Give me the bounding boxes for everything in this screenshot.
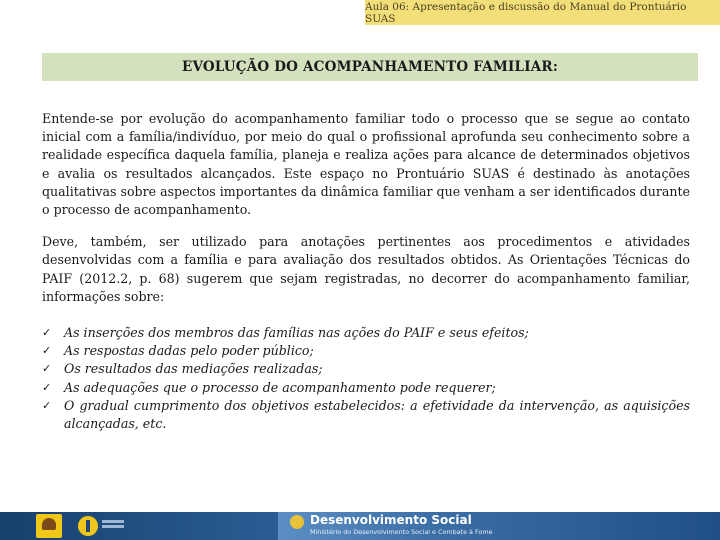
logo-caption-lines <box>102 520 124 523</box>
brand-title: Desenvolvimento Social <box>310 513 472 527</box>
checklist-item <box>42 360 690 378</box>
main-content <box>42 110 690 433</box>
checklist-item-text: As adequações que o processo de acompanhamento pode requerer; <box>64 379 496 395</box>
paragraph-definition: Entende-se por evolução do acompanhamento familiar todo o processo que se segue ao contato inicial com a família/indivíduo, por meio do qual o profissional aprofunda seu conhecimento sobre a realidade específica daquela família, planeja e realiza ações para alcance de determinados objetivos e avalia os resultados alcançados. Este espaço no Prontuário SUAS é destinado às anotações qualitativas sobre aspectos importantes da dinâmica familiar que venham a ser identificados durante o processo de acompanhamento. <box>42 111 691 218</box>
ministry-emblem-icon <box>290 515 304 529</box>
brand-subtitle: Ministério do Desenvolvimento Social e Combate à Fome <box>310 528 493 536</box>
paragraph-usage: Deve, também, ser utilizado para anotações pertinentes aos procedimentos e atividades desenvolvidas com a família e para avaliação dos resultados obtidos. As Orientações Técnicas do PAIF (2012.2, p. 68) sugerem que sejam registradas, no decorrer do acompanhamento familiar, informações sobre: <box>42 234 690 304</box>
checklist-item <box>42 342 690 360</box>
checklist-item-text: O gradual cumprimento dos objetivos estabelecidos: a efetividade da intervenção, as aquisições alcançadas, etc. <box>64 397 690 432</box>
checklist-item-text: As inserções dos membros das famílias nas ações do PAIF e seus efeitos; <box>64 325 529 341</box>
lesson-header-tag <box>365 0 720 25</box>
lesson-header-text: Aula 06: Apresentação e discussão do Manual do Prontuário SUAS <box>365 0 687 25</box>
checklist-item-text: Os resultados das mediações realizadas; <box>64 361 323 377</box>
check-icon: ✓ <box>42 362 52 376</box>
footer-bar <box>0 512 720 540</box>
section-title-bar <box>42 53 698 81</box>
section-title: EVOLUÇÃO DO ACOMPANHAMENTO FAMILIAR: <box>181 59 559 75</box>
information-checklist <box>42 324 690 433</box>
checklist-item <box>42 397 690 433</box>
checklist-item-text: As respostas dadas pelo poder público; <box>64 343 314 359</box>
footer-logos-area <box>0 512 280 540</box>
check-icon: ✓ <box>42 380 52 394</box>
check-icon: ✓ <box>42 398 52 412</box>
check-icon: ✓ <box>42 326 52 340</box>
checklist-item <box>42 379 690 397</box>
check-icon: ✓ <box>42 344 52 358</box>
checklist-item <box>42 324 690 342</box>
suas-logo-icon <box>36 514 62 538</box>
info-logo-icon <box>78 516 98 536</box>
